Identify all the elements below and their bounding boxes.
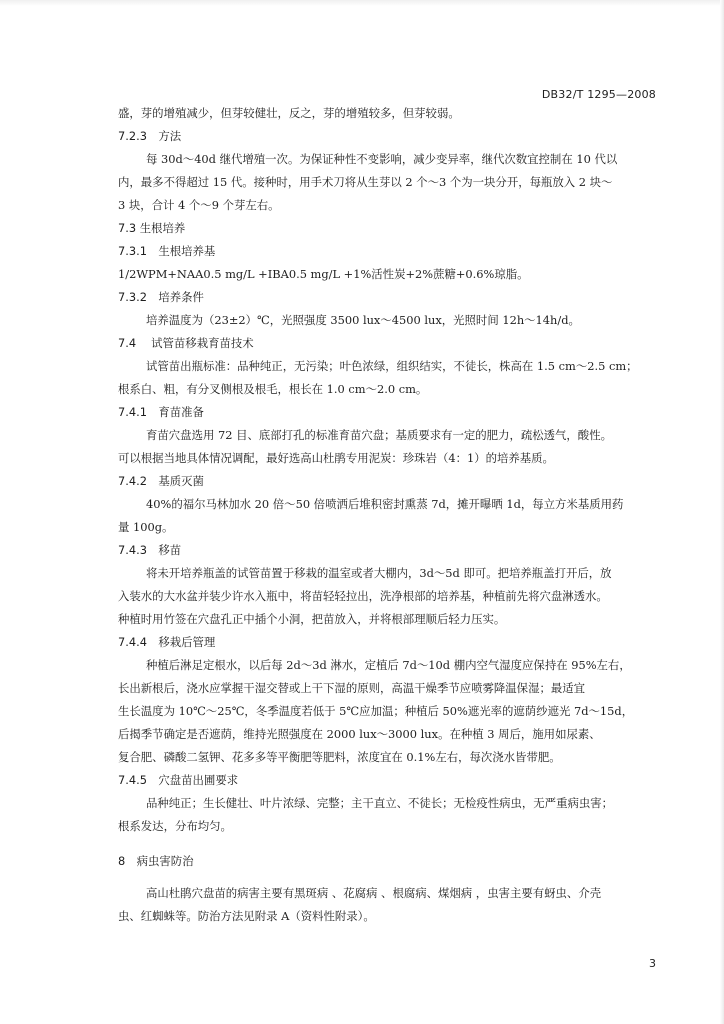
- body-text-line: 高山杜鹃穴盘苗的病害主要有黑斑病 、花腐病 、根腐病、煤烟病 ，虫害主要有蚜虫、介壳: [146, 886, 602, 900]
- body-text-line: 品种纯正；生长健壮、叶片浓绿、完整；主干直立、不徒长；无检疫性病虫，无严重病虫害；: [146, 796, 614, 810]
- scan-edge-top: [0, 0, 724, 6]
- standard-number-header: DB32/T 1295—2008: [541, 88, 656, 101]
- section-heading: 7.2.3 方法: [118, 129, 182, 143]
- section-heading: 7.4.2 基质灭菌: [118, 474, 204, 488]
- body-text-line: 可以根据当地具体情况调配，最好选高山杜鹃专用泥炭：珍珠岩（4：1）的培养基质。: [118, 451, 554, 465]
- body-text-line: 长出新根后，浇水应掌握干湿交替或上干下湿的原则，高温干燥季节应喷雾降温保湿；最适宜: [118, 681, 586, 695]
- body-text-line: 虫、红蜘蛛等。防治方法见附录 A（资料性附录）。: [118, 909, 375, 923]
- body-text-line: 入装水的大水盆并装少许水入瓶中，将苗轻轻拉出，洗净根部的培养基，种植前先将穴盘淋透水。: [118, 589, 608, 603]
- body-text-line: 培养温度为（23±2）℃，光照强度 3500 lux～4500 lux，光照时间 12h～14h/d。: [146, 313, 580, 327]
- body-text-line: 每 30d～40d 继代增殖一次。为保证种性不变影响，减少变异率，继代次数宜控制在 10 代以: [146, 152, 618, 166]
- body-text-line: 内，最多不得超过 15 代。接种时，用手术刀将从生芽以 2 个～3 个为一块分开，每瓶放入 2 块～: [118, 175, 613, 189]
- scan-edge-right: [720, 0, 724, 1024]
- body-text-line: 生长温度为 10℃～25℃，冬季温度若低于 5℃应加温；种植后 50%遮光率的遮荫纱遮光 7d～15d，: [118, 704, 634, 718]
- body-text-line: 种植后淋足定根水，以后每 2d～3d 淋水，定植后 7d～10d 棚内空气湿度应保持在 95%左右，: [146, 658, 631, 672]
- section-heading: 7.3 生根培养: [118, 221, 186, 235]
- section-heading: 7.4.4 移栽后管理: [118, 635, 216, 649]
- section-heading: 8 病虫害防治: [118, 854, 194, 868]
- section-heading: 7.4.3 移苗: [118, 543, 182, 557]
- section-heading: 7.4 试管苗移栽育苗技术: [118, 336, 254, 350]
- body-text-line: 种植时用竹签在穴盘孔正中插个小洞，把苗放入，并将根部理顺后轻力压实。: [118, 612, 506, 626]
- body-text-line: 3 块，合计 4 个～9 个芽左右。: [118, 198, 280, 212]
- body-text-line: 育苗穴盘选用 72 目、底部打孔的标准育苗穴盘；基质要求有一定的肥力，疏松透气，酸性。: [146, 428, 612, 442]
- section-heading: 7.4.1 育苗准备: [118, 405, 204, 419]
- body-text-line: 盛，芽的增殖减少，但芽较健壮，反之，芽的增殖较多，但芽较弱。: [118, 106, 460, 120]
- body-text-line: 试管苗出瓶标准：品种纯正，无污染；叶色浓绿，组织结实，不徒长，株高在 1.5 cm～2.5 cm；: [146, 359, 638, 373]
- body-text-line: 复合肥、磷酸二氢钾、花多多等平衡肥等肥料，浓度宜在 0.1%左右，每次浇水皆带肥。: [118, 750, 561, 764]
- body-text-line: 根系白、粗，有分叉侧根及根毛，根长在 1.0 cm～2.0 cm。: [118, 382, 428, 396]
- body-text-line: 量 100g。: [118, 520, 174, 534]
- section-heading: 7.4.5 穴盘苗出圃要求: [118, 773, 239, 787]
- body-text-line: 将未开培养瓶盖的试管苗置于移栽的温室或者大棚内，3d～5d 即可。把培养瓶盖打开后，放: [146, 566, 612, 580]
- body-text-line: 40%的福尔马林加水 20 倍～50 倍喷洒后堆积密封熏蒸 7d，摊开曝晒 1d，每立方米基质用药: [146, 497, 624, 511]
- page-number: 3: [649, 957, 656, 970]
- body-text-line: 后揭季节确定是否遮荫，维持光照强度在 2000 lux～3000 lux。在种植 3 周后，施用如尿素、: [118, 727, 601, 741]
- section-heading: 7.3.1 生根培养基: [118, 244, 216, 258]
- section-heading: 7.3.2 培养条件: [118, 290, 204, 304]
- body-text-line: 1/2WPM+NAA0.5 mg/L +IBA0.5 mg/L +1%活性炭+2%蔗糖+0.6%琼脂。: [118, 267, 529, 281]
- body-text-line: 根系发达，分布均匀。: [118, 819, 232, 833]
